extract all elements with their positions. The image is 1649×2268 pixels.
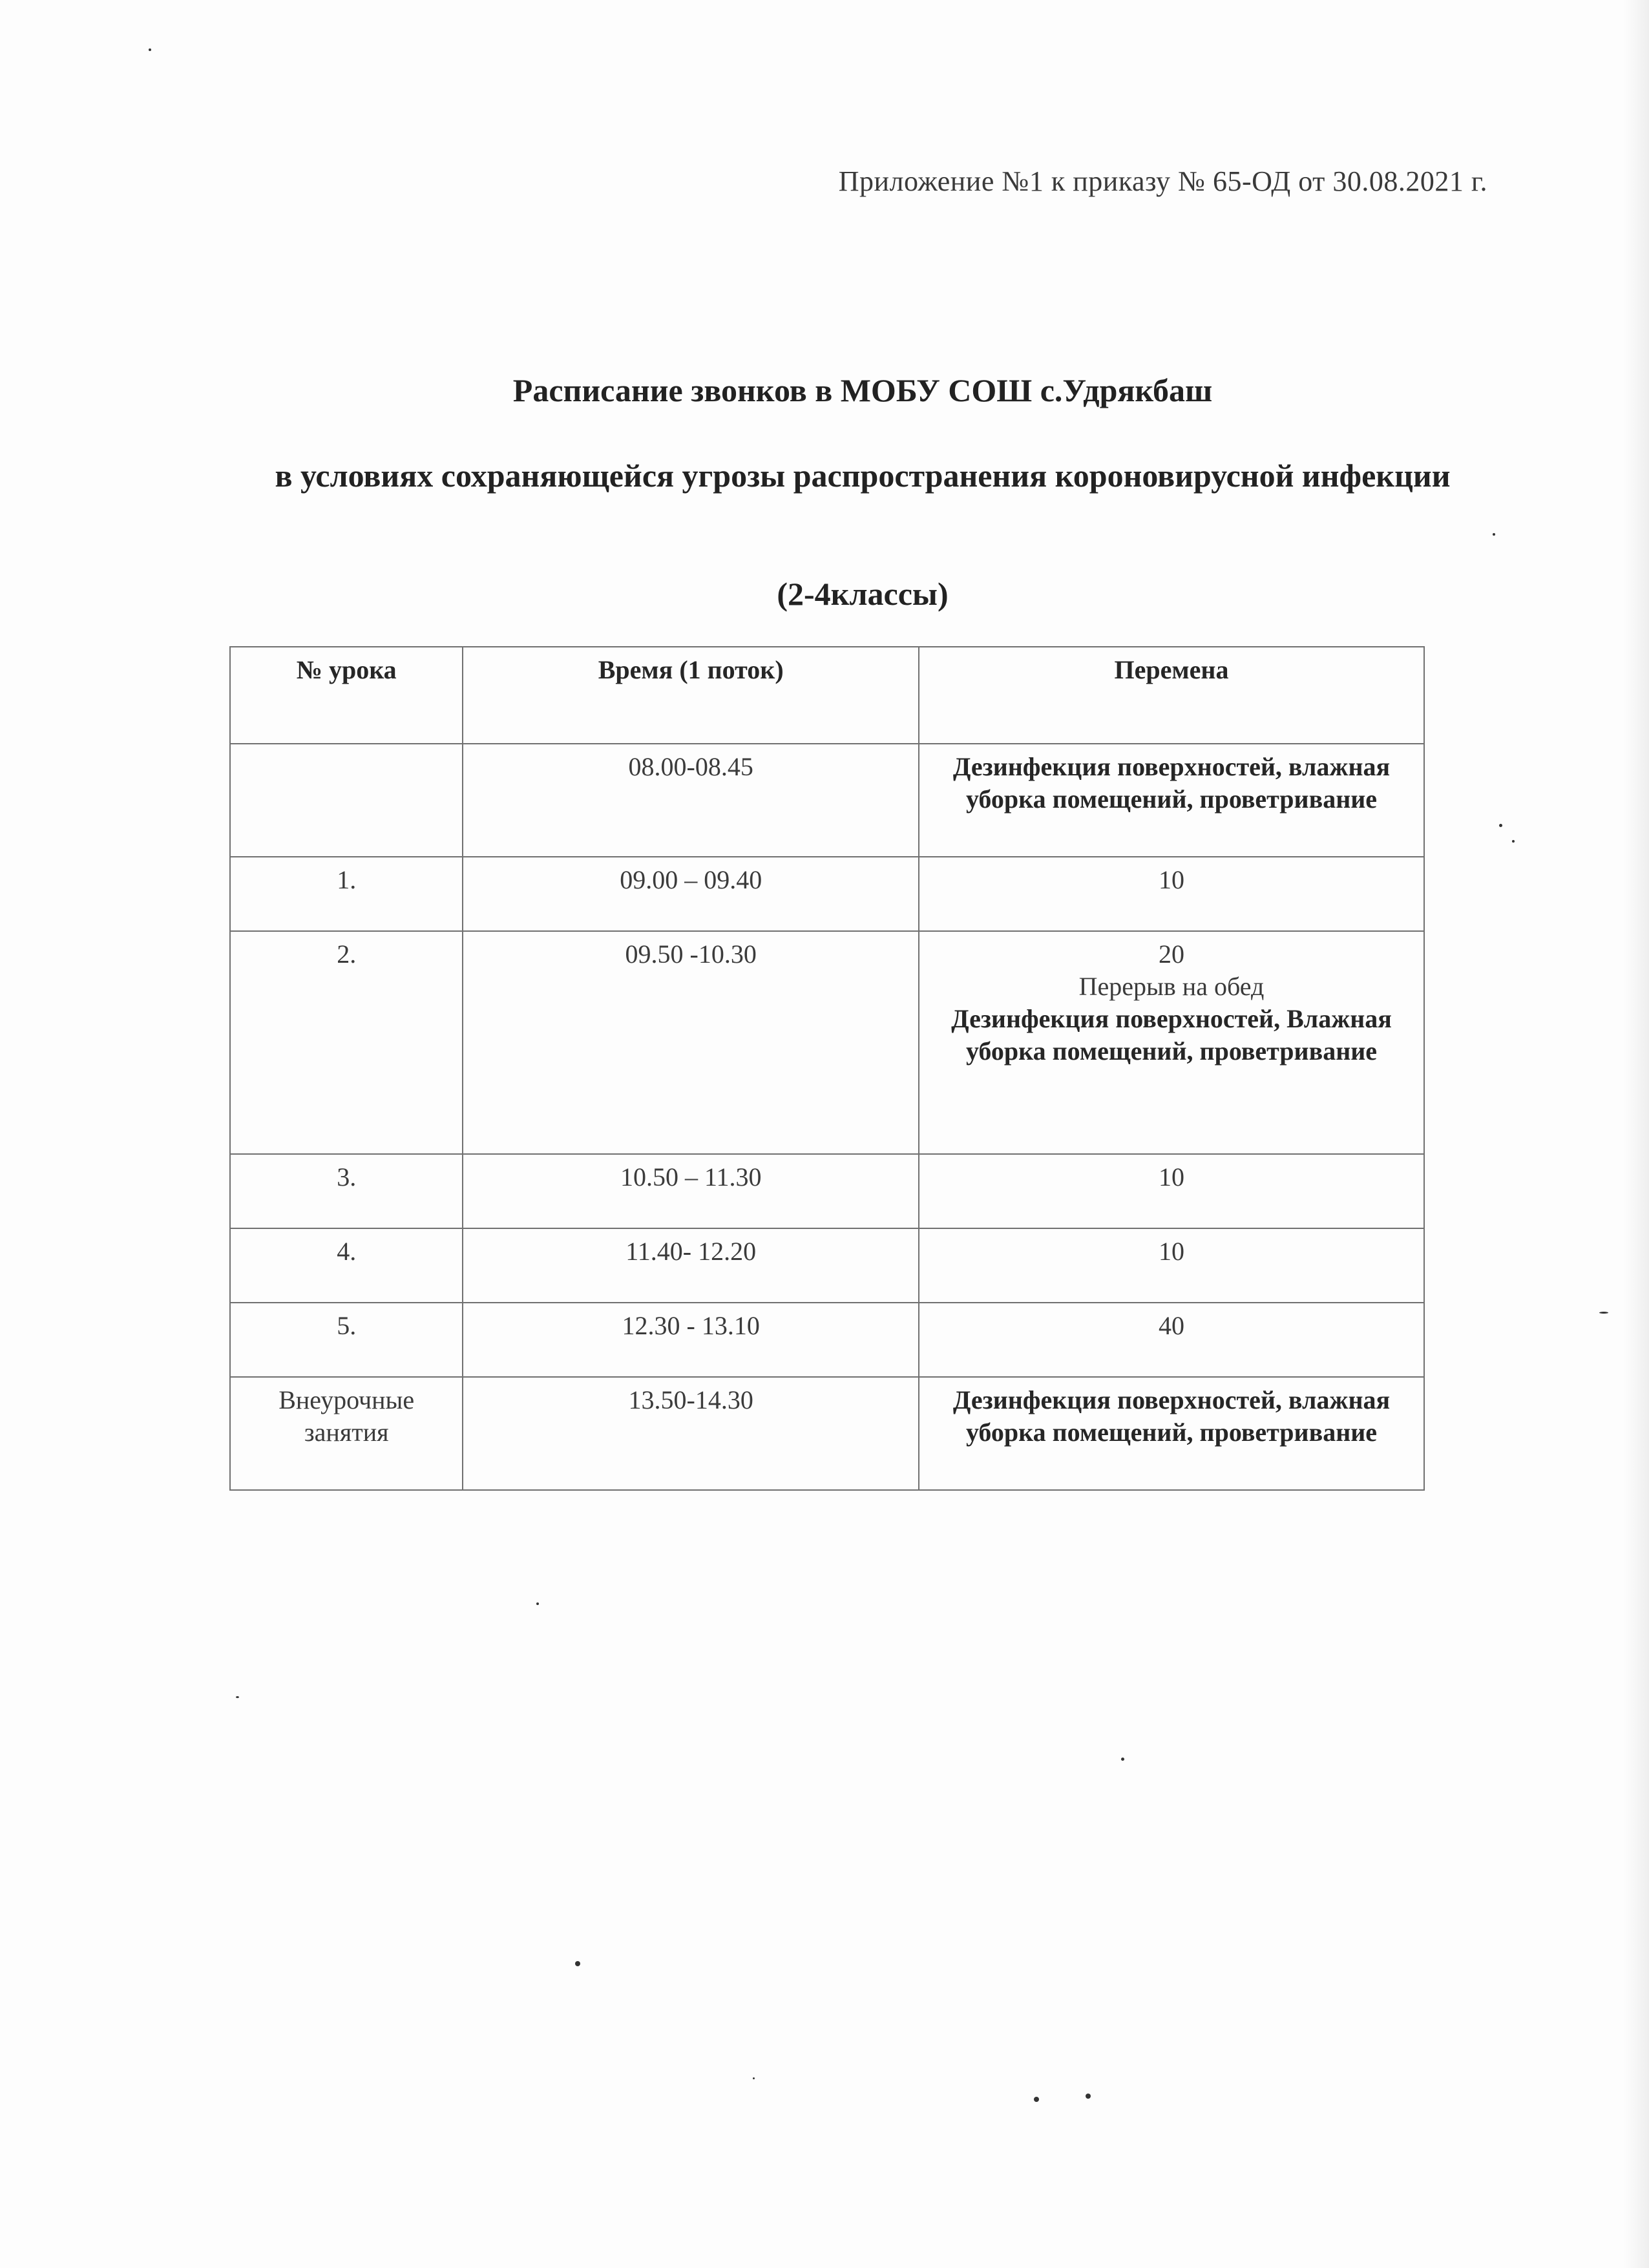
header-break: Перемена [919, 647, 1424, 744]
break-lunch-note: Перерыв на обед [1078, 972, 1265, 1001]
scan-speck [1121, 1758, 1124, 1761]
scan-speck [575, 1961, 580, 1966]
scan-speck [1599, 1312, 1608, 1314]
break-cell [919, 1228, 1424, 1303]
break-cell [919, 1377, 1424, 1490]
header-lesson-number: № урока [230, 647, 463, 744]
table-row [230, 931, 1424, 1154]
scan-speck [753, 2077, 755, 2079]
schedule-subtitle: в условиях сохраняющейся угрозы распространения короновирусной инфекции [275, 457, 1451, 494]
lesson-number-cell: 1. [230, 857, 463, 931]
break-activity: Дезинфекция поверхностей, влажная уборка помещений, проветривание [952, 1385, 1391, 1447]
lesson-number-cell: 4. [230, 1228, 463, 1303]
lesson-number-cell: 2. [230, 931, 463, 1154]
time-cell: 13.50-14.30 [463, 1377, 919, 1490]
table-row [230, 1154, 1424, 1228]
break-activity: Дезинфекция поверхностей, влажная уборка помещений, проветривание [952, 752, 1391, 814]
scan-speck [1034, 2097, 1039, 2102]
lesson-number-cell: 3. [230, 1154, 463, 1228]
table-row [230, 1303, 1424, 1377]
time-cell: 09.50 -10.30 [463, 931, 919, 1154]
annex-note: Приложение №1 к приказу № 65-ОД от 30.08.2021 г. [838, 165, 1487, 197]
bell-schedule-table [229, 646, 1425, 1491]
scan-speck [1493, 533, 1495, 536]
table-header-row [230, 647, 1424, 744]
lesson-number-cell: Внеурочные занятия [230, 1377, 463, 1490]
break-minutes: 40 [1159, 1311, 1184, 1340]
scan-speck [236, 1696, 239, 1698]
break-cell [919, 1154, 1424, 1228]
scan-speck [1512, 840, 1515, 843]
table-row [230, 1228, 1424, 1303]
table-row [230, 857, 1424, 931]
time-cell: 08.00-08.45 [463, 744, 919, 857]
time-cell: 09.00 – 09.40 [463, 857, 919, 931]
grades-label: (2-4классы) [777, 576, 949, 612]
break-minutes: 20 [1159, 940, 1184, 969]
break-cell [919, 931, 1424, 1154]
lesson-number-cell [230, 744, 463, 857]
break-cell [919, 857, 1424, 931]
schedule-title: Расписание звонков в МОБУ СОШ с.Удрякбаш [512, 372, 1213, 408]
time-cell: 10.50 – 11.30 [463, 1154, 919, 1228]
break-activity: Дезинфекция поверхностей, Влажная уборка помещений, проветривание [951, 1004, 1392, 1066]
break-minutes: 10 [1159, 1162, 1184, 1192]
break-cell [919, 1303, 1424, 1377]
table-row [230, 744, 1424, 857]
scan-speck [536, 1602, 539, 1605]
scan-speck [1086, 2094, 1091, 2099]
scan-speck [149, 48, 151, 51]
scan-page-edge-shadow [1623, 0, 1649, 2268]
lesson-number-cell: 5. [230, 1303, 463, 1377]
scan-speck [1499, 824, 1502, 827]
table-row [230, 1377, 1424, 1490]
header-time: Время (1 поток) [463, 647, 919, 744]
break-cell [919, 744, 1424, 857]
break-minutes: 10 [1159, 1237, 1184, 1266]
time-cell: 12.30 - 13.10 [463, 1303, 919, 1377]
time-cell: 11.40- 12.20 [463, 1228, 919, 1303]
break-minutes: 10 [1159, 865, 1184, 894]
